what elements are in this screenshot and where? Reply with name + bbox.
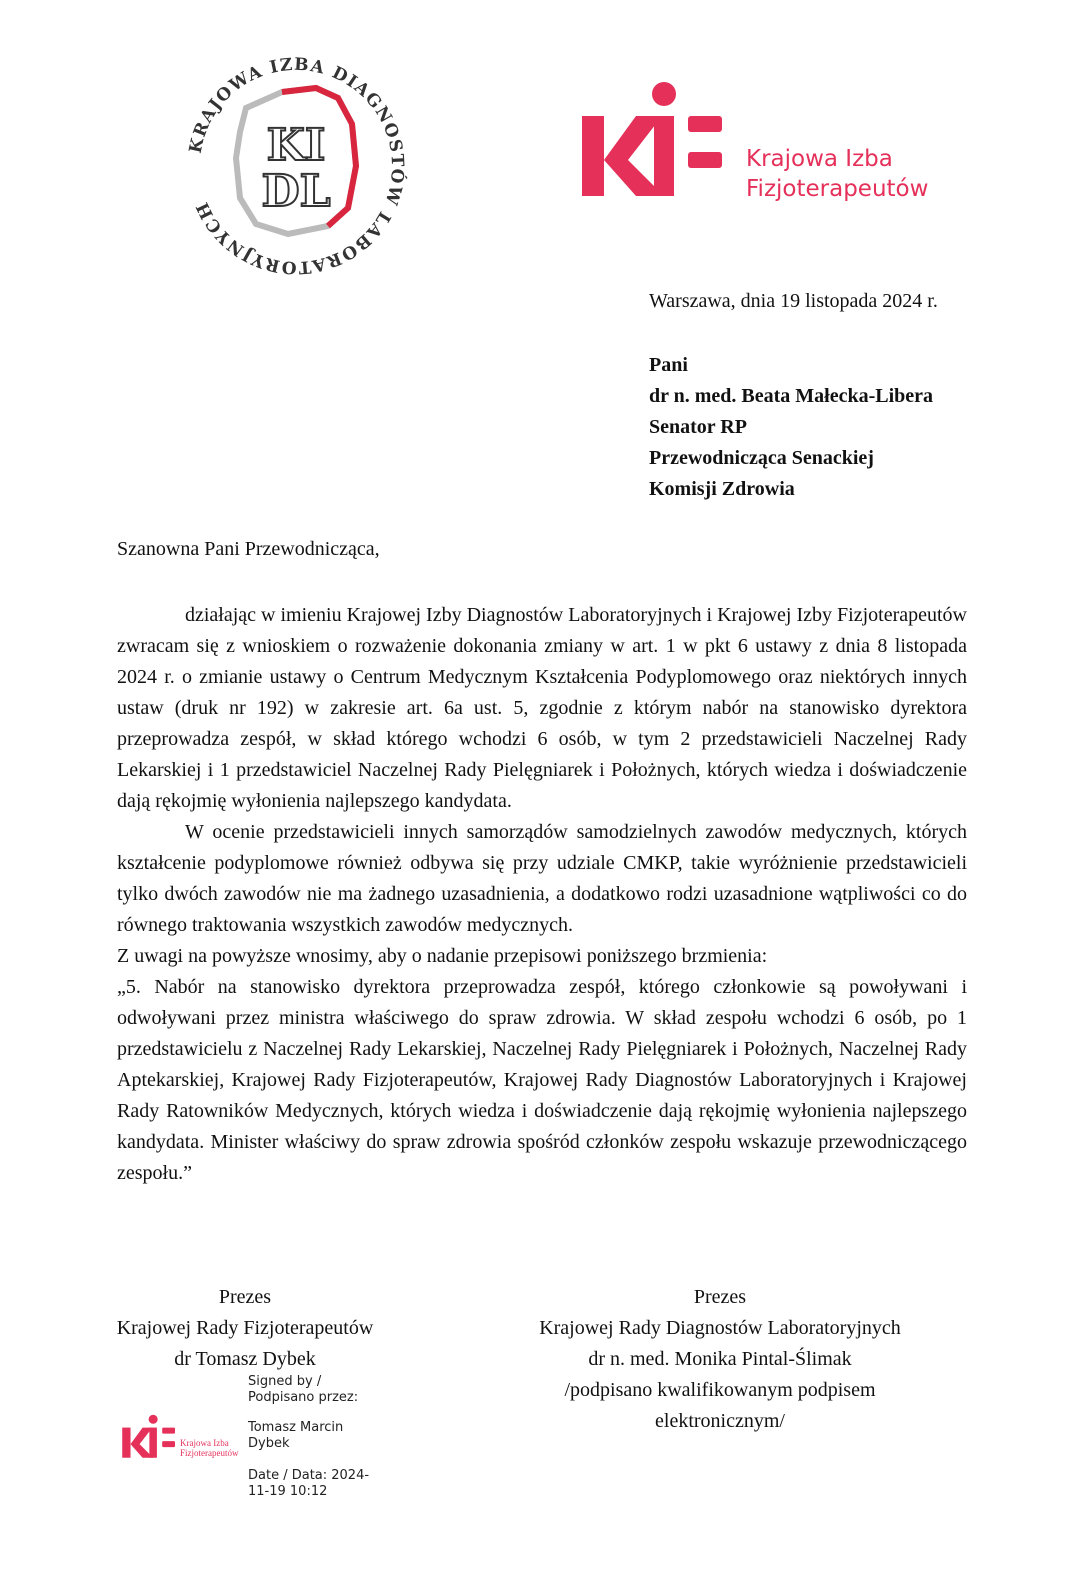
recipient-block xyxy=(649,350,933,505)
esig-signer-line: Tomasz Marcin xyxy=(248,1420,344,1435)
recipient-line: Komisji Zdrowia xyxy=(649,478,795,500)
recipient-line: Senator RP xyxy=(649,416,747,438)
electronic-signature xyxy=(120,1374,380,1514)
esig-signed-by xyxy=(248,1374,358,1406)
esig-logo-name xyxy=(180,1438,238,1458)
signature-title: Prezes xyxy=(693,1286,747,1308)
esig-date xyxy=(248,1468,369,1500)
esig-logo-name-line: Krajowa Izba xyxy=(180,1438,229,1448)
kidl-logo xyxy=(178,48,414,284)
recipient-line: dr n. med. Beata Małecka-Libera xyxy=(649,385,934,407)
kif-small-mark-icon xyxy=(120,1414,178,1460)
letter-body xyxy=(117,600,967,1189)
kidl-initials-bottom: DL xyxy=(261,166,331,217)
signature-title: Prezes xyxy=(218,1286,272,1308)
svg-text:KRAJOWA IZBA DIAGNOSTÓW LABORA: KRAJOWA IZBA DIAGNOSTÓW LABORATORYJNYCH xyxy=(185,54,408,278)
salutation: Szanowna Pani Przewodnicząca, xyxy=(117,538,380,560)
kif-name-line1: Krajowa Izba xyxy=(746,146,893,172)
esig-signed-by-line: Podpisano przez: xyxy=(248,1390,359,1405)
recipient-line: Pani xyxy=(649,354,688,376)
signature-organization: Krajowej Rady Diagnostów Laboratoryjnych xyxy=(539,1317,901,1339)
kif-name-line2: Fizjoterapeutów xyxy=(746,176,929,202)
signature-organization: Krajowej Rady Fizjoterapeutów xyxy=(116,1317,374,1339)
esig-signed-by-line: Signed by / xyxy=(248,1374,322,1389)
kif-mark-icon xyxy=(578,80,728,202)
kidl-initials-top: KI xyxy=(266,120,326,171)
kidl-seal-icon xyxy=(178,48,414,284)
kif-name xyxy=(746,144,928,204)
signature-right xyxy=(500,1282,940,1437)
esig-date-line: Date / Data: 2024- xyxy=(248,1468,370,1483)
esig-date-line: 11-19 10:12 xyxy=(248,1484,328,1499)
signature-name: dr Tomasz Dybek xyxy=(174,1348,316,1370)
signature-name: dr n. med. Monika Pintal-Ślimak xyxy=(588,1348,852,1370)
body-paragraph: działając w imieniu Krajowej Izby Diagnostów Laboratoryjnych i Krajowej Izby Fizjoterapeutów zwracam się z wnioskiem o rozważenie dokonania zmiany w art. 1 w pkt 6 ustawy z dnia 8 listopada 2024 r. o zmianie ustawy o Centrum Medycznym Kształcenia Podyplomowego oraz niektórych innych ustaw (druk nr 192) w zakresie art. 6a ust. 5, zgodnie z którym nabór na stanowisko dyrektora przeprowadza zespół, w skład którego wchodzi 6 osób, w tym 2 przedstawicieli Naczelnej Rady Lekarskiej i 1 przedstawiciel Naczelnej Rady Pielęgniarek i Położnych, których wiedza i doświadczenie dają rękojmię wyłonienia najlepszego kandydata. xyxy=(117,604,967,812)
esig-signer-line: Dybek xyxy=(248,1436,290,1451)
signature-note: /podpisano kwalifikowanym podpisem elektronicznym/ xyxy=(564,1379,876,1432)
body-paragraph: Z uwagi na powyższe wnosimy, aby o nadanie przepisowi poniższego brzmienia: xyxy=(117,945,768,967)
signature-left xyxy=(100,1282,390,1375)
recipient-line: Przewodnicząca Senackiej xyxy=(649,447,874,469)
kif-logo xyxy=(578,80,958,210)
esig-signer xyxy=(248,1420,343,1452)
date-line: Warszawa, dnia 19 listopada 2024 r. xyxy=(649,290,938,312)
body-paragraph: „5. Nabór na stanowisko dyrektora przeprowadza zespół, którego członkowie są powoływani i odwoływani przez ministra właściwego do spraw zdrowia. W skład zespołu wchodzi 6 osób, po 1 przedstawicielu z Naczelnej Rady Lekarskiej, Naczelnej Rady Pielęgniarek i Położnych, Naczelnej Rady Aptekarskiej, Krajowej Rady Fizjoterapeutów, Krajowej Rady Diagnostów Laboratoryjnych i Krajowej Rady Ratowników Medycznych, których wiedza i doświadczenie dają rękojmię wyłonienia najlepszego kandydata. Minister właściwy do spraw zdrowia spośród członków zespołu wskazuje przewodniczącego zespołu.” xyxy=(117,976,967,1184)
esig-logo-name-line: Fizjoterapeutów xyxy=(180,1448,239,1458)
body-paragraph: W ocenie przedstawicieli innych samorządów samodzielnych zawodów medycznych, których kształcenie podyplomowe również odbywa się przy udziale CMKP, takie wyróżnienie przedstawicieli tylko dwóch zawodów nie ma żadnego uzasadnienia, a dodatkowo rodzi uzasadnione wątpliwości co do równego traktowania wszystkich zawodów medycznych. xyxy=(117,821,967,936)
